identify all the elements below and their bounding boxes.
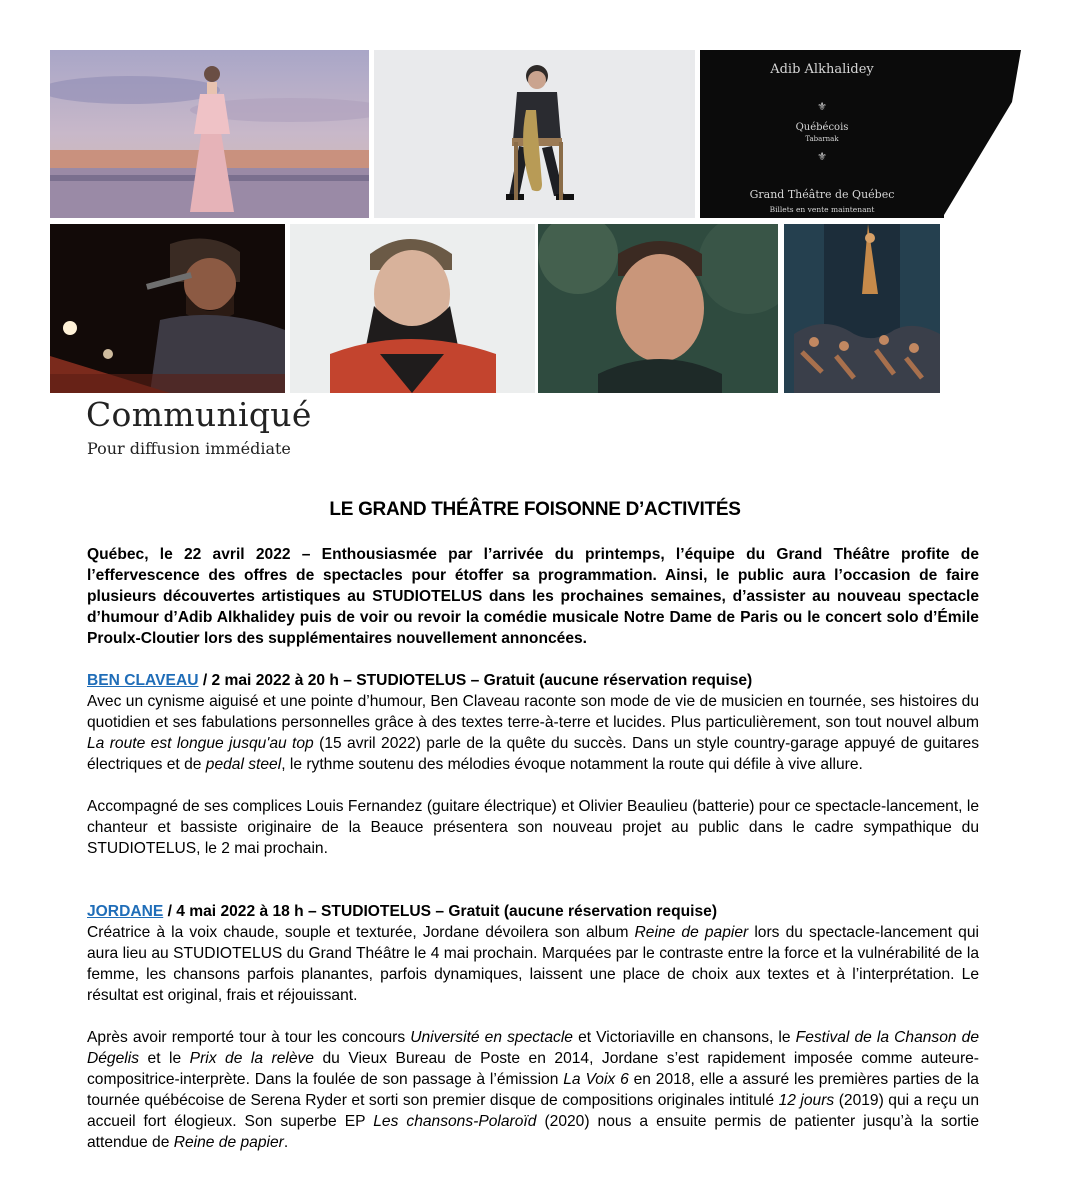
page-title: Communiqué: [86, 395, 312, 434]
text-segment: Après avoir remporté tour à tour les concours: [87, 1029, 411, 1046]
artist-link-jordane[interactable]: JORDANE: [87, 903, 164, 920]
lead-paragraph: Québec, le 22 avril 2022 – Enthousiasmée par l’arrivée du printemps, l’équipe du Grand Théâtre profite de l’effervescence des offres de spectacles pour étoffer sa programmation. Ainsi, le public aura l’occasion de faire plusieurs découvertes artistiques au STUDIOTELUS dans les prochaines semaines, d’assister au nouveau spectacle d’humour d’Adib Alkhalidey puis de voir ou revoir la comédie musicale Notre Dame de Paris ou le concert solo d’Émile Proulx-Cloutier lors des supplémentaires nouvellement annoncées.: [87, 546, 979, 647]
fleur-de-lis-icon: ⚜: [817, 150, 827, 163]
event-paragraph: [87, 1027, 979, 1153]
italic-term: Université en spectacle: [410, 1029, 573, 1046]
event-paragraph: Accompagné de ses complices Louis Fernandez (guitare électrique) et Olivier Beaulieu (batterie) pour ce spectacle-lancement, le chanteur et bassiste originaire de la Beauce présentera son nouveau projet au public dans le cadre sympathique du STUDIOTELUS, le 2 mai prochain.: [87, 798, 979, 857]
italic-term: Les chansons-Polaroïd: [373, 1113, 537, 1130]
poster-adib-alkhalidey: [700, 50, 1021, 218]
italic-term: pedal steel: [205, 756, 282, 773]
photo-ben-claveau-stage: [50, 224, 285, 393]
text-segment: (15 avril 2022) parle de la quête du succès. Dans un style country-garage appuyé de guitares électriques et de: [87, 735, 979, 773]
italic-term: Festival de la Chanson de Dégelis: [87, 1029, 979, 1067]
event-paragraph: [87, 922, 979, 1006]
italic-term: 12 jours: [778, 1092, 835, 1109]
text-segment: et Victoriaville en chansons, le: [572, 1029, 796, 1046]
photo-notre-dame-de-paris: [784, 224, 940, 393]
photo-emile-proulx-cloutier: [538, 224, 778, 393]
italic-term: Prix de la relève: [189, 1050, 314, 1067]
event-jordane: [87, 901, 979, 1153]
album-title: Reine de papier: [634, 924, 749, 941]
photo-singer-dress: [50, 50, 369, 218]
text-segment: en 2018, elle a assuré les premières parties de la tournée québécoise de Serena Ryder et sorti son premier disque de compositions originales intitulé: [87, 1071, 979, 1109]
headline: LE GRAND THÉÂTRE FOISONNE D’ACTIVITÉS: [329, 499, 741, 520]
event-details: / 4 mai 2022 à 18 h – STUDIOTELUS – Gratuit (aucune réservation requise): [163, 903, 718, 920]
text-segment: du Vieux Bureau de Poste en 2014, Jordane s’est rapidement imposée comme auteure-compositrice-interprète. Dans la foulée de son passage à l’émission: [87, 1050, 980, 1088]
text-segment: , le rythme soutenu des mélodies évoque notamment la route qui défile à vive allure.: [281, 756, 863, 773]
press-release-body: [87, 544, 979, 1153]
text-segment: lors du spectacle-lancement qui aura lieu au STUDIOTELUS du Grand Théâtre le 4 mai prochain. Marquées par le contraste entre la force et la vulnérabilité de la femme, les chansons parfois planantes, parfois dynamiques, laissent une place de choix aux textes et à l’interprétation. Le résultat est original, frais et réjouissant.: [87, 924, 979, 1004]
event-paragraph: [87, 691, 979, 775]
poster-venue: Grand Théâtre de Québec: [749, 188, 895, 201]
event-heading: [87, 670, 979, 691]
album-title: La route est longue jusqu'au top: [87, 735, 314, 752]
event-details: / 2 mai 2022 à 20 h – STUDIOTELUS – Gratuit (aucune réservation requise): [198, 672, 753, 689]
text-segment: .: [283, 1134, 289, 1151]
text-segment: (2020) nous a ensuite permis de patienter jusqu’à la sortie attendue de: [87, 1113, 979, 1151]
page-subtitle: Pour diffusion immédiate: [87, 439, 291, 458]
italic-term: La Voix 6: [563, 1071, 629, 1088]
photo-saxophonist: [374, 50, 695, 218]
photo-artist-scarf: [290, 224, 535, 393]
poster-show-subtitle: Tabarnak: [805, 135, 839, 143]
text-segment: Avec un cynisme aiguisé et une pointe d’humour, Ben Claveau raconte son mode de vie de musicien en tournée, ses histoires du quotidien et ses fabulations personnelles grâce à des textes terre-à-terre et lucides. Plus particulièrement, son tout nouvel album: [87, 693, 979, 731]
poster-show-title: Québécois: [795, 122, 849, 133]
event-ben-claveau: [87, 670, 979, 859]
text-segment: Créatrice à la voix chaude, souple et texturée, Jordane dévoilera son album: [87, 924, 635, 941]
poster-artist: Adib Alkhalidey: [770, 62, 874, 77]
fleur-de-lis-icon: ⚜: [817, 100, 827, 113]
event-heading: [87, 901, 979, 922]
text-segment: (2019) qui a reçu un accueil fort élogieux. Son superbe EP: [87, 1092, 979, 1130]
artist-link-ben-claveau[interactable]: BEN CLAVEAU: [87, 672, 199, 689]
italic-term: Reine de papier: [173, 1134, 284, 1151]
poster-sale: Billets en vente maintenant: [769, 205, 875, 214]
text-segment: et le: [139, 1050, 190, 1067]
